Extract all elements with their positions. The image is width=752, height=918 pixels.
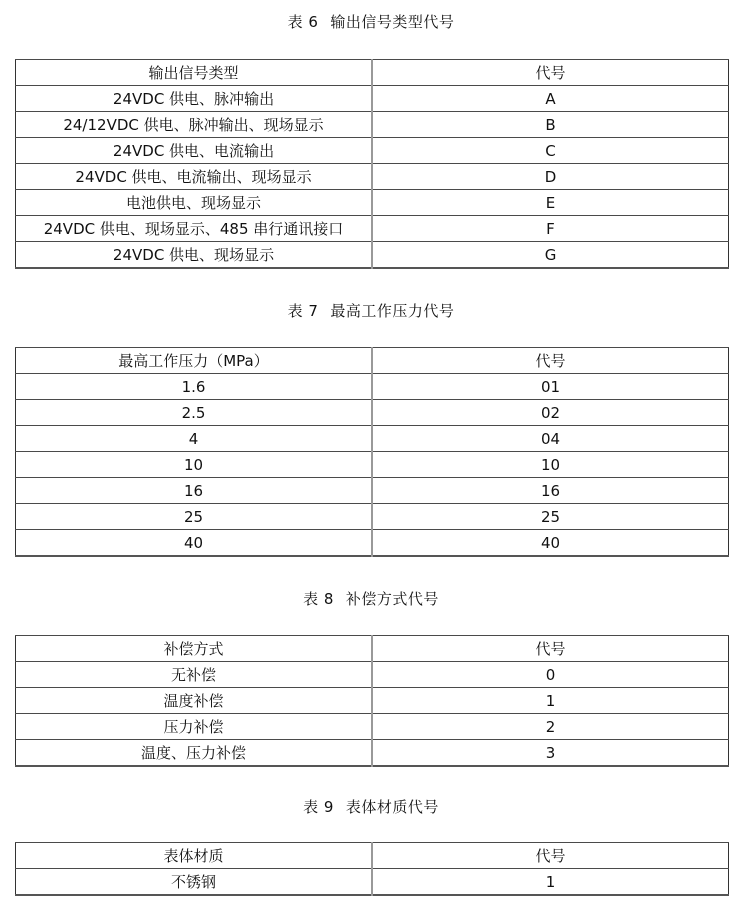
table-cell: F [372, 216, 729, 242]
table-row [16, 530, 729, 557]
table-cell: 1.6 [16, 374, 373, 400]
caption-number: 表 9 [303, 798, 334, 816]
caption-title: 表体材质代号 [345, 798, 439, 816]
table-cell: 1 [372, 688, 729, 714]
body-material-table [15, 842, 729, 896]
table-cell: D [372, 164, 729, 190]
table-row [16, 688, 729, 714]
table-cell: 10 [16, 452, 373, 478]
caption-number: 表 8 [303, 590, 334, 608]
table-cell: 3 [372, 740, 729, 767]
caption-title: 输出信号类型代号 [330, 13, 455, 31]
table-row [16, 662, 729, 688]
table-header-row [16, 60, 729, 86]
max-working-pressure-table [15, 347, 729, 557]
table-cell: 04 [372, 426, 729, 452]
caption-title: 最高工作压力代号 [330, 302, 455, 320]
table-cell: 不锈钢 [16, 869, 373, 896]
table-row [16, 869, 729, 896]
output-signal-type-table [15, 59, 729, 269]
header-cell: 代号 [372, 636, 729, 662]
caption-number: 表 6 [287, 13, 319, 31]
table-row [16, 242, 729, 269]
table-6-caption [0, 12, 742, 32]
table-row [16, 426, 729, 452]
table-cell: 16 [16, 478, 373, 504]
table-cell: 温度补偿 [16, 688, 373, 714]
table-cell: B [372, 112, 729, 138]
header-cell: 补偿方式 [16, 636, 373, 662]
table-cell: 24VDC 供电、电流输出、现场显示 [16, 164, 373, 190]
table-row [16, 400, 729, 426]
table-cell: C [372, 138, 729, 164]
table-cell: 2.5 [16, 400, 373, 426]
table-cell: 40 [16, 530, 373, 557]
table-cell: 25 [372, 504, 729, 530]
table-header-row [16, 348, 729, 374]
table-cell: E [372, 190, 729, 216]
header-cell: 表体材质 [16, 843, 373, 869]
table-row [16, 504, 729, 530]
table-9-caption [0, 797, 742, 817]
table-cell: 24VDC 供电、脉冲输出 [16, 86, 373, 112]
table-cell: 温度、压力补偿 [16, 740, 373, 767]
table-row [16, 216, 729, 242]
table-cell: 4 [16, 426, 373, 452]
table-cell: 24VDC 供电、现场显示、485 串行通讯接口 [16, 216, 373, 242]
table-cell: 电池供电、现场显示 [16, 190, 373, 216]
table-row [16, 452, 729, 478]
table-cell: 1 [372, 869, 729, 896]
table-cell: 压力补偿 [16, 714, 373, 740]
header-cell: 最高工作压力（MPa） [16, 348, 373, 374]
table-cell: 16 [372, 478, 729, 504]
table-row [16, 374, 729, 400]
caption-title: 补偿方式代号 [345, 590, 439, 608]
table-7-caption [0, 301, 742, 321]
table-cell: 40 [372, 530, 729, 557]
table-cell: 无补偿 [16, 662, 373, 688]
table-cell: 0 [372, 662, 729, 688]
table-row [16, 714, 729, 740]
header-cell: 输出信号类型 [16, 60, 373, 86]
header-cell: 代号 [372, 60, 729, 86]
table-row [16, 112, 729, 138]
caption-number: 表 7 [287, 302, 319, 320]
table-header-row [16, 843, 729, 869]
table-cell: G [372, 242, 729, 269]
header-cell: 代号 [372, 843, 729, 869]
table-row [16, 138, 729, 164]
table-8-caption [0, 589, 742, 609]
table-cell: 24/12VDC 供电、脉冲输出、现场显示 [16, 112, 373, 138]
table-row [16, 190, 729, 216]
table-cell: 24VDC 供电、电流输出 [16, 138, 373, 164]
table-cell: A [372, 86, 729, 112]
table-cell: 25 [16, 504, 373, 530]
table-cell: 01 [372, 374, 729, 400]
table-row [16, 86, 729, 112]
table-cell: 10 [372, 452, 729, 478]
compensation-method-table [15, 635, 729, 767]
table-row [16, 478, 729, 504]
header-cell: 代号 [372, 348, 729, 374]
table-cell: 2 [372, 714, 729, 740]
table-row [16, 740, 729, 767]
table-cell: 02 [372, 400, 729, 426]
table-cell: 24VDC 供电、现场显示 [16, 242, 373, 269]
table-row [16, 164, 729, 190]
table-header-row [16, 636, 729, 662]
